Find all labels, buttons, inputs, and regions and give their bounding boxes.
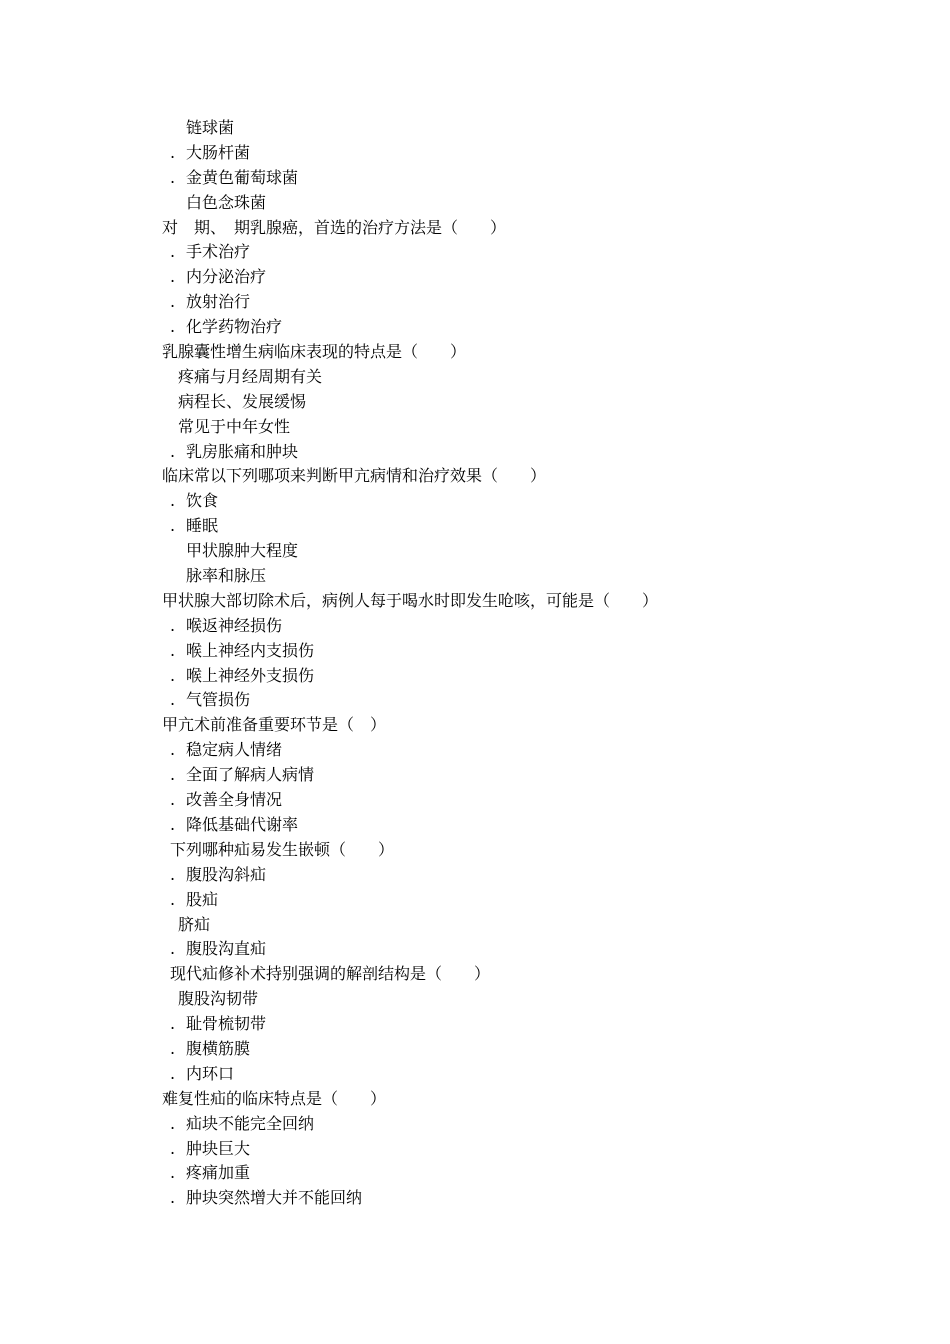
option-bullet: . bbox=[170, 665, 176, 685]
option-bullet: . bbox=[170, 292, 176, 312]
option-bullet: . bbox=[170, 142, 176, 162]
question-stem bbox=[162, 216, 882, 241]
line-text: 腹横筋膜 bbox=[186, 1038, 251, 1058]
line-text: 降低基础代谢率 bbox=[186, 814, 299, 834]
option-bullet: . bbox=[170, 167, 176, 187]
answer-option bbox=[162, 1137, 882, 1162]
answer-option bbox=[162, 489, 882, 514]
answer-option bbox=[162, 888, 882, 913]
answer-option bbox=[162, 788, 882, 813]
line-text: 放射治行 bbox=[186, 292, 251, 312]
answer-option bbox=[162, 1186, 882, 1211]
option-bullet: . bbox=[170, 1014, 176, 1034]
line-text: 喉上神经内支损伤 bbox=[186, 640, 315, 660]
line-text: 睡眠 bbox=[186, 516, 219, 536]
answer-option bbox=[162, 166, 882, 191]
line-text: 对 期、 期乳腺癌，首选的治疗方法是（ ） bbox=[162, 217, 507, 237]
line-text: 腹股沟韧带 bbox=[178, 989, 259, 1009]
option-bullet: . bbox=[170, 1163, 176, 1183]
option-bullet: . bbox=[170, 640, 176, 660]
line-text: 现代疝修补术持别强调的解剖结构是（ ） bbox=[170, 964, 491, 984]
answer-option bbox=[162, 863, 882, 888]
answer-option bbox=[162, 1012, 882, 1037]
option-bullet: . bbox=[170, 615, 176, 635]
line-text: 饮食 bbox=[186, 491, 219, 511]
line-text: 难复性疝的临床特点是（ ） bbox=[162, 1088, 387, 1108]
answer-option bbox=[162, 514, 882, 539]
line-text: 链球菌 bbox=[186, 118, 235, 137]
line-text: 化学药物治疗 bbox=[186, 317, 283, 337]
answer-option bbox=[162, 614, 882, 639]
answer-option bbox=[162, 1037, 882, 1062]
question-stem bbox=[162, 713, 882, 738]
line-text: 乳房胀痛和肿块 bbox=[186, 441, 299, 461]
line-text: 病程长、发展缓惕 bbox=[178, 391, 307, 411]
line-text: 肿块突然增大并不能回纳 bbox=[186, 1188, 363, 1208]
line-text: 内环口 bbox=[186, 1063, 235, 1083]
line-text: 腹股沟斜疝 bbox=[186, 864, 267, 884]
answer-option bbox=[162, 1112, 882, 1137]
line-text: 腹股沟直疝 bbox=[186, 939, 267, 959]
answer-option bbox=[162, 440, 882, 465]
question-list bbox=[162, 116, 882, 1211]
line-text: 金黄色葡萄球菌 bbox=[186, 167, 299, 187]
line-text: 疝块不能完全回纳 bbox=[186, 1113, 315, 1133]
question-stem bbox=[162, 962, 882, 987]
answer-option bbox=[162, 415, 882, 440]
question-stem bbox=[162, 838, 882, 863]
line-text: 股疝 bbox=[186, 889, 219, 909]
line-text: 手术治疗 bbox=[186, 242, 251, 262]
option-bullet: . bbox=[170, 516, 176, 536]
answer-option bbox=[162, 390, 882, 415]
answer-option bbox=[162, 315, 882, 340]
answer-option bbox=[162, 290, 882, 315]
line-text: 下列哪种疝易发生嵌顿（ ） bbox=[170, 839, 395, 859]
answer-option bbox=[162, 116, 882, 141]
answer-option bbox=[162, 987, 882, 1012]
line-text: 稳定病人情绪 bbox=[186, 740, 283, 760]
answer-option bbox=[162, 664, 882, 689]
option-bullet: . bbox=[170, 491, 176, 511]
line-text: 肿块巨大 bbox=[186, 1138, 251, 1158]
question-stem bbox=[162, 464, 882, 489]
line-text: 内分泌治疗 bbox=[186, 267, 267, 287]
line-text: 大肠杆菌 bbox=[186, 142, 251, 162]
answer-option bbox=[162, 265, 882, 290]
option-bullet: . bbox=[170, 441, 176, 461]
line-text: 甲状腺大部切除术后，病例人每于喝水时即发生呛咳，可能是（ ） bbox=[162, 590, 659, 610]
answer-option bbox=[162, 688, 882, 713]
line-text: 耻骨梳韧带 bbox=[186, 1014, 267, 1034]
answer-option bbox=[162, 365, 882, 390]
line-text: 脐疝 bbox=[178, 914, 211, 934]
option-bullet: . bbox=[170, 939, 176, 959]
option-bullet: . bbox=[170, 814, 176, 834]
option-bullet: . bbox=[170, 790, 176, 810]
line-text: 喉上神经外支损伤 bbox=[186, 665, 315, 685]
line-text: 乳腺囊性增生病临床表现的特点是（ ） bbox=[162, 342, 467, 362]
answer-option bbox=[162, 191, 882, 216]
option-bullet: . bbox=[170, 864, 176, 884]
option-bullet: . bbox=[170, 765, 176, 785]
line-text: 白色念珠菌 bbox=[186, 192, 267, 212]
option-bullet: . bbox=[170, 317, 176, 337]
option-bullet: . bbox=[170, 1138, 176, 1158]
line-text: 常见于中年女性 bbox=[178, 416, 291, 436]
question-stem bbox=[162, 589, 882, 614]
option-bullet: . bbox=[170, 267, 176, 287]
option-bullet: . bbox=[170, 690, 176, 710]
answer-option bbox=[162, 564, 882, 589]
line-text: 气管损伤 bbox=[186, 690, 251, 710]
line-text: 喉返神经损伤 bbox=[186, 615, 283, 635]
line-text: 甲亢术前准备重要环节是（ ） bbox=[162, 715, 387, 735]
answer-option bbox=[162, 738, 882, 763]
answer-option bbox=[162, 639, 882, 664]
line-text: 改善全身情况 bbox=[186, 790, 283, 810]
question-stem bbox=[162, 1087, 882, 1112]
line-text: 全面了解病人病情 bbox=[186, 765, 315, 785]
answer-option bbox=[162, 539, 882, 564]
option-bullet: . bbox=[170, 740, 176, 760]
answer-option bbox=[162, 240, 882, 265]
question-stem bbox=[162, 340, 882, 365]
line-text: 甲状腺肿大程度 bbox=[186, 541, 299, 561]
answer-option bbox=[162, 1062, 882, 1087]
line-text: 疼痛与月经周期有关 bbox=[178, 366, 323, 386]
answer-option bbox=[162, 937, 882, 962]
line-text: 临床常以下列哪项来判断甲亢病情和治疗效果（ ） bbox=[162, 466, 547, 486]
option-bullet: . bbox=[170, 1188, 176, 1208]
answer-option bbox=[162, 1161, 882, 1186]
option-bullet: . bbox=[170, 1113, 176, 1133]
option-bullet: . bbox=[170, 242, 176, 262]
option-bullet: . bbox=[170, 1038, 176, 1058]
option-bullet: . bbox=[170, 889, 176, 909]
line-text: 疼痛加重 bbox=[186, 1163, 251, 1183]
line-text: 脉率和脉压 bbox=[186, 566, 267, 586]
answer-option bbox=[162, 763, 882, 788]
answer-option bbox=[162, 813, 882, 838]
answer-option bbox=[162, 141, 882, 166]
option-bullet: . bbox=[170, 1063, 176, 1083]
answer-option bbox=[162, 913, 882, 938]
